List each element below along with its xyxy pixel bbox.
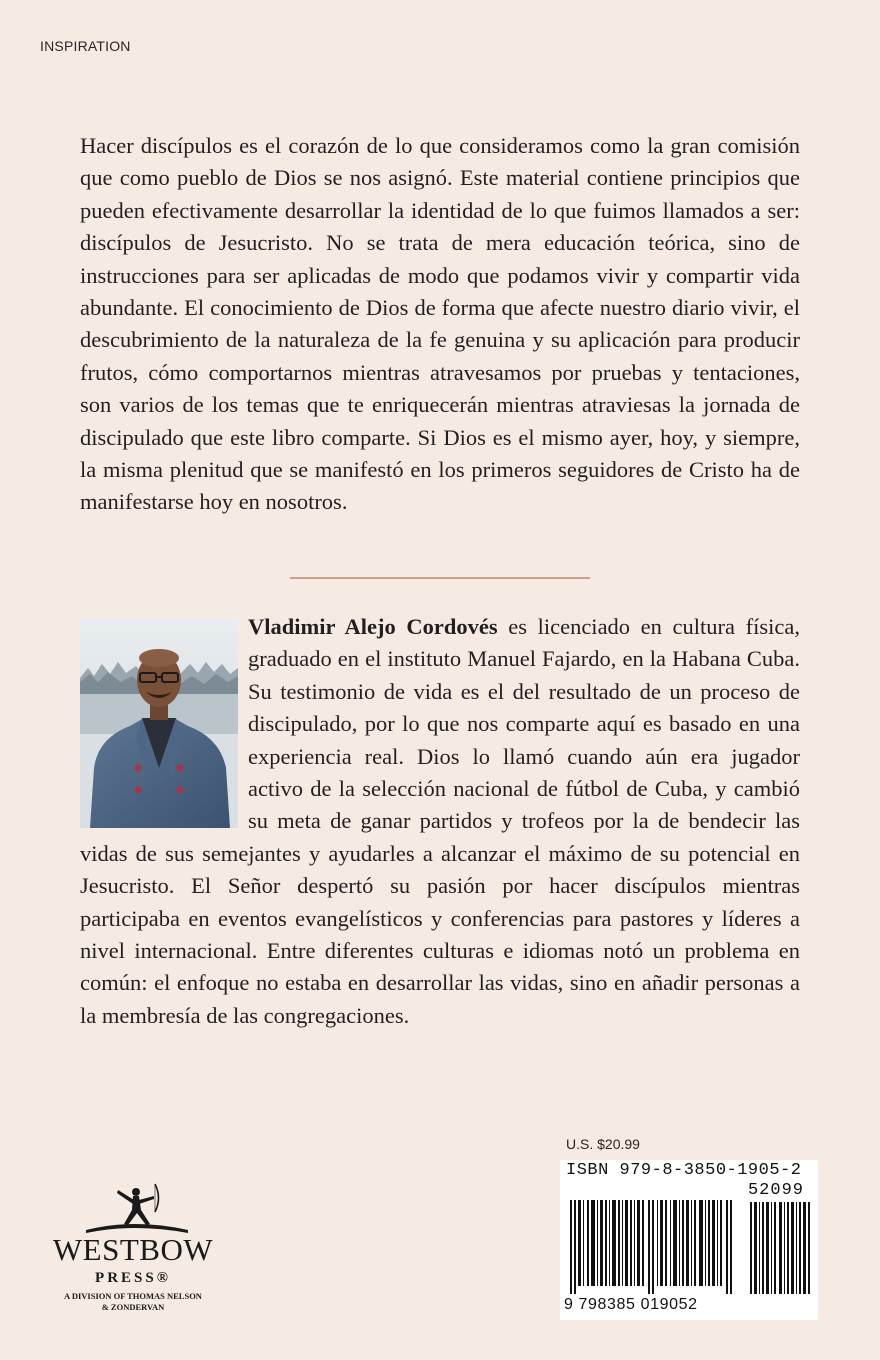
price-barcode-bars	[748, 1202, 812, 1294]
author-photo	[80, 618, 238, 828]
barcode-bars	[564, 1182, 744, 1294]
book-description: Hacer discípulos es el corazón de lo que consideramos como la gran comisión que como pueblo de Dios se nos asignó. Este material contiene principios que pueden efectivamente desarrollar la identidad de lo que fuimos llamados a ser: discípulos de Jesucristo. No se trata de mera educación teórica, sino de instrucciones para ser aplicadas de modo que podamos vivir y compartir vida abundante. El conocimiento de Dios de forma que afecte nuestro diario vivir, el descubrimiento de la naturaleza de la fe genuina y su aplicación para producir frutos, cómo comportarnos mientras atravesamos por pruebas y tentaciones, son varios de los temas que te enriquecerán mientras atraviesas la jornada de discipulado que este libro comparte. Si Dios es el mismo ayer, hoy, y siempre, la misma plenitud que se manifestó en los primeros seguidores de Cristo ha de manifestarse hoy en nosotros.	[80, 133, 800, 515]
barcode-price-code: 52099	[747, 1181, 804, 1200]
barcode-digits: 9 798385 019052	[564, 1296, 698, 1313]
price-label: U.S. $20.99	[566, 1136, 640, 1152]
author-bio-text: es licenciado en cultura física, graduado en el instituto Manuel Fajardo, en la Habana Cuba. Su testimonio de vida es el del resultado de un proceso de discipulado, por lo que nos comparte aquí es basado en una experiencia real. Dios lo llamó cuando aún era jugador activo de la selección nacional de fútbol de Cuba, y cambió su meta de ganar partidos y trofeos por la de bendecir las vidas de sus semejantes y ayudarles a alcanzar el máximo de su potencial en Jesucristo. El Señor despertó su pasión por hacer discípulos mientras participaba en eventos evangelísticos y conferencias para pastores y líderes a nivel internacional. Entre diferentes culturas e idiomas notó un problema en común: el enfoque no estaba en desarrollar las vidas, sino en añadir personas a la membresía de las congregaciones.	[80, 614, 800, 1028]
isbn-number: ISBN 979-8-3850-1905-2	[566, 1161, 802, 1180]
author-name: Vladimir Alejo Cordovés	[248, 614, 498, 639]
publisher-division-line2: & ZONDERVAN	[101, 1302, 165, 1312]
isbn-barcode	[560, 1160, 818, 1320]
publisher-logo	[38, 1180, 228, 1330]
publisher-division-line1: A DIVISION OF THOMAS NELSON	[64, 1291, 202, 1301]
publisher-name: WESTBOW	[52, 1232, 214, 1267]
publisher-division	[38, 1291, 228, 1313]
section-divider	[290, 577, 590, 579]
publisher-press: PRESS®	[95, 1270, 171, 1286]
archer-icon	[38, 1180, 228, 1236]
author-bio	[80, 611, 800, 1032]
category-label: INSPIRATION	[40, 38, 131, 54]
